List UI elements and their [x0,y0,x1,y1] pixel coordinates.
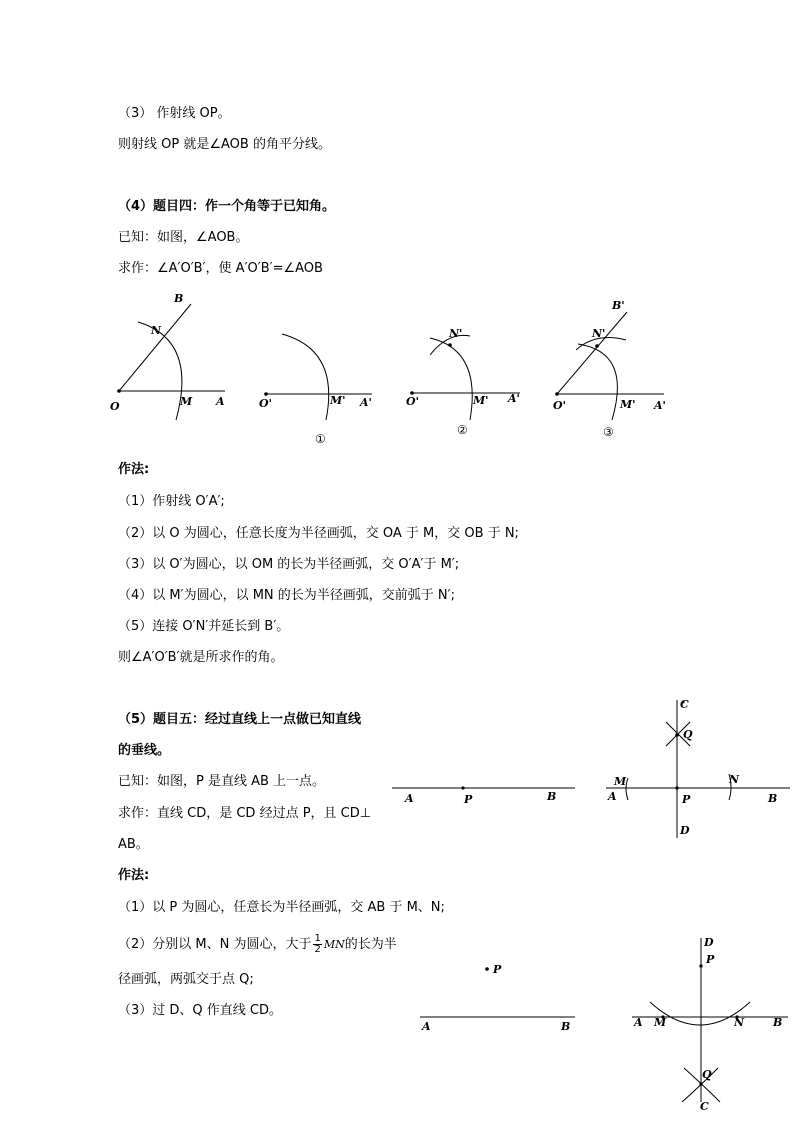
problem-4-conclusion: 则∠A′O′B′就是所求作的角。 [118,650,284,665]
label-C: C [680,698,689,711]
label-B: B [174,292,184,305]
problem-4-step-4: （4）以 M′为圆心，以 MN 的长为半径画弧，交前弧于 N′; [118,588,455,603]
problem-4-task: 求作：∠A′O′B′，使 A′O′B′=∠AOB [118,261,323,276]
label-N: N [729,773,740,786]
label-A1-fig2: A' [508,392,520,405]
label-M-2: M [654,1016,667,1029]
label-P-2: P [706,953,715,966]
problem-5-heading: （5）题目五：经过直线上一点做已知直线 [118,712,362,727]
label-B-2: B [773,1016,783,1029]
label-Q-2: Q [702,1068,712,1081]
label-Q: Q [683,728,693,741]
label-M1-fig1: M' [330,394,346,407]
problem-5-step-2-cont: 径画弧，两弧交于点 Q; [118,972,254,987]
label-C-2: C [700,1100,709,1113]
label-O1-fig2: O' [406,395,419,408]
step-3-text: （3） 作射线 OP。 [118,106,231,121]
ray-ob [119,304,191,391]
label-N1-fig3: N' [592,327,606,340]
label-A1-fig3: A' [654,399,666,412]
label-A-2: A [634,1016,643,1029]
angle-copy-figures [0,0,794,460]
fraction-numerator: 1 [314,933,321,944]
label-N1-fig2: N' [449,327,463,340]
arc-fig2 [430,338,472,420]
problem-5-heading-cont: 的垂线。 [118,743,171,758]
label-P-given: P [464,793,473,806]
perpendicular-figures [0,690,794,1123]
arc-m [626,778,628,800]
problem-4-step-3: （3）以 O′为圆心，以 OM 的长为半径画弧，交 O′A′于 M′; [118,557,460,572]
problem-4-step-5: （5）连接 O′N′并延长到 B′。 [118,619,290,634]
problem-4-step-2: （2）以 O 为圆心，任意长度为半径画弧，交 OA 于 M，交 OB 于 N; [118,526,519,541]
label-M: M [180,395,193,408]
label-A-given-2: A [422,1020,431,1033]
problem-4-method-heading: 作法: [118,462,150,477]
label-A1-fig1: A' [360,396,372,409]
problem-5-step-1: （1）以 P 为圆心，任意长为半径画弧，交 AB 于 M、N; [118,900,445,915]
label-A-given: A [405,792,414,805]
figure-number-2: ② [457,423,468,437]
label-B: B [768,792,778,805]
label-M1-fig2: M' [473,394,489,407]
problem-5-given: 已知：如图，P 是直线 AB 上一点。 [118,774,326,789]
figure-number-3: ③ [603,425,614,439]
step-2-prefix: （2）分别以 M、N 为圆心，大于 [118,937,312,952]
bisector-conclusion: 则射线 OP 就是∠AOB 的角平分线。 [118,137,331,152]
problem-5-task-cont: AB。 [118,837,149,852]
label-O1-fig1: O' [259,397,272,410]
label-A: A [216,395,225,408]
ray-o1b1-fig3 [557,312,627,394]
label-N: N [151,324,162,337]
figure-number-1: ① [315,432,326,446]
label-A: A [608,790,617,803]
arc-fig1 [282,334,329,420]
label-N-2: N [734,1016,745,1029]
label-D: D [680,824,690,837]
label-O: O [110,400,120,413]
problem-5-step-3: （3）过 D、Q 作直线 CD。 [118,1003,282,1018]
label-B1-fig3: B' [612,299,625,312]
problem-4-heading: （4）题目四：作一个角等于已知角。 [118,199,336,214]
label-D-2: D [704,936,714,949]
step-2-suffix: 的长为半 [344,937,397,952]
arc-fig3 [578,344,617,420]
label-O1-fig3: O' [553,399,566,412]
label-B-given-2: B [561,1020,571,1033]
label-P-given-2: P [493,963,502,976]
label-M1-fig3: M' [620,398,636,411]
problem-4-given: 已知：如图，∠AOB。 [118,230,249,245]
label-B-given: B [547,790,557,803]
label-P: P [682,793,691,806]
fraction-denominator: 2 [314,944,321,955]
problem-4-step-1: （1）作射线 O′A′; [118,494,225,509]
problem-5-method-heading: 作法: [118,868,150,883]
problem-5-task: 求作：直线 CD，是 CD 经过点 P，且 CD⊥ [118,806,372,821]
label-M: M [614,775,627,788]
segment-mn: MN [323,938,345,951]
